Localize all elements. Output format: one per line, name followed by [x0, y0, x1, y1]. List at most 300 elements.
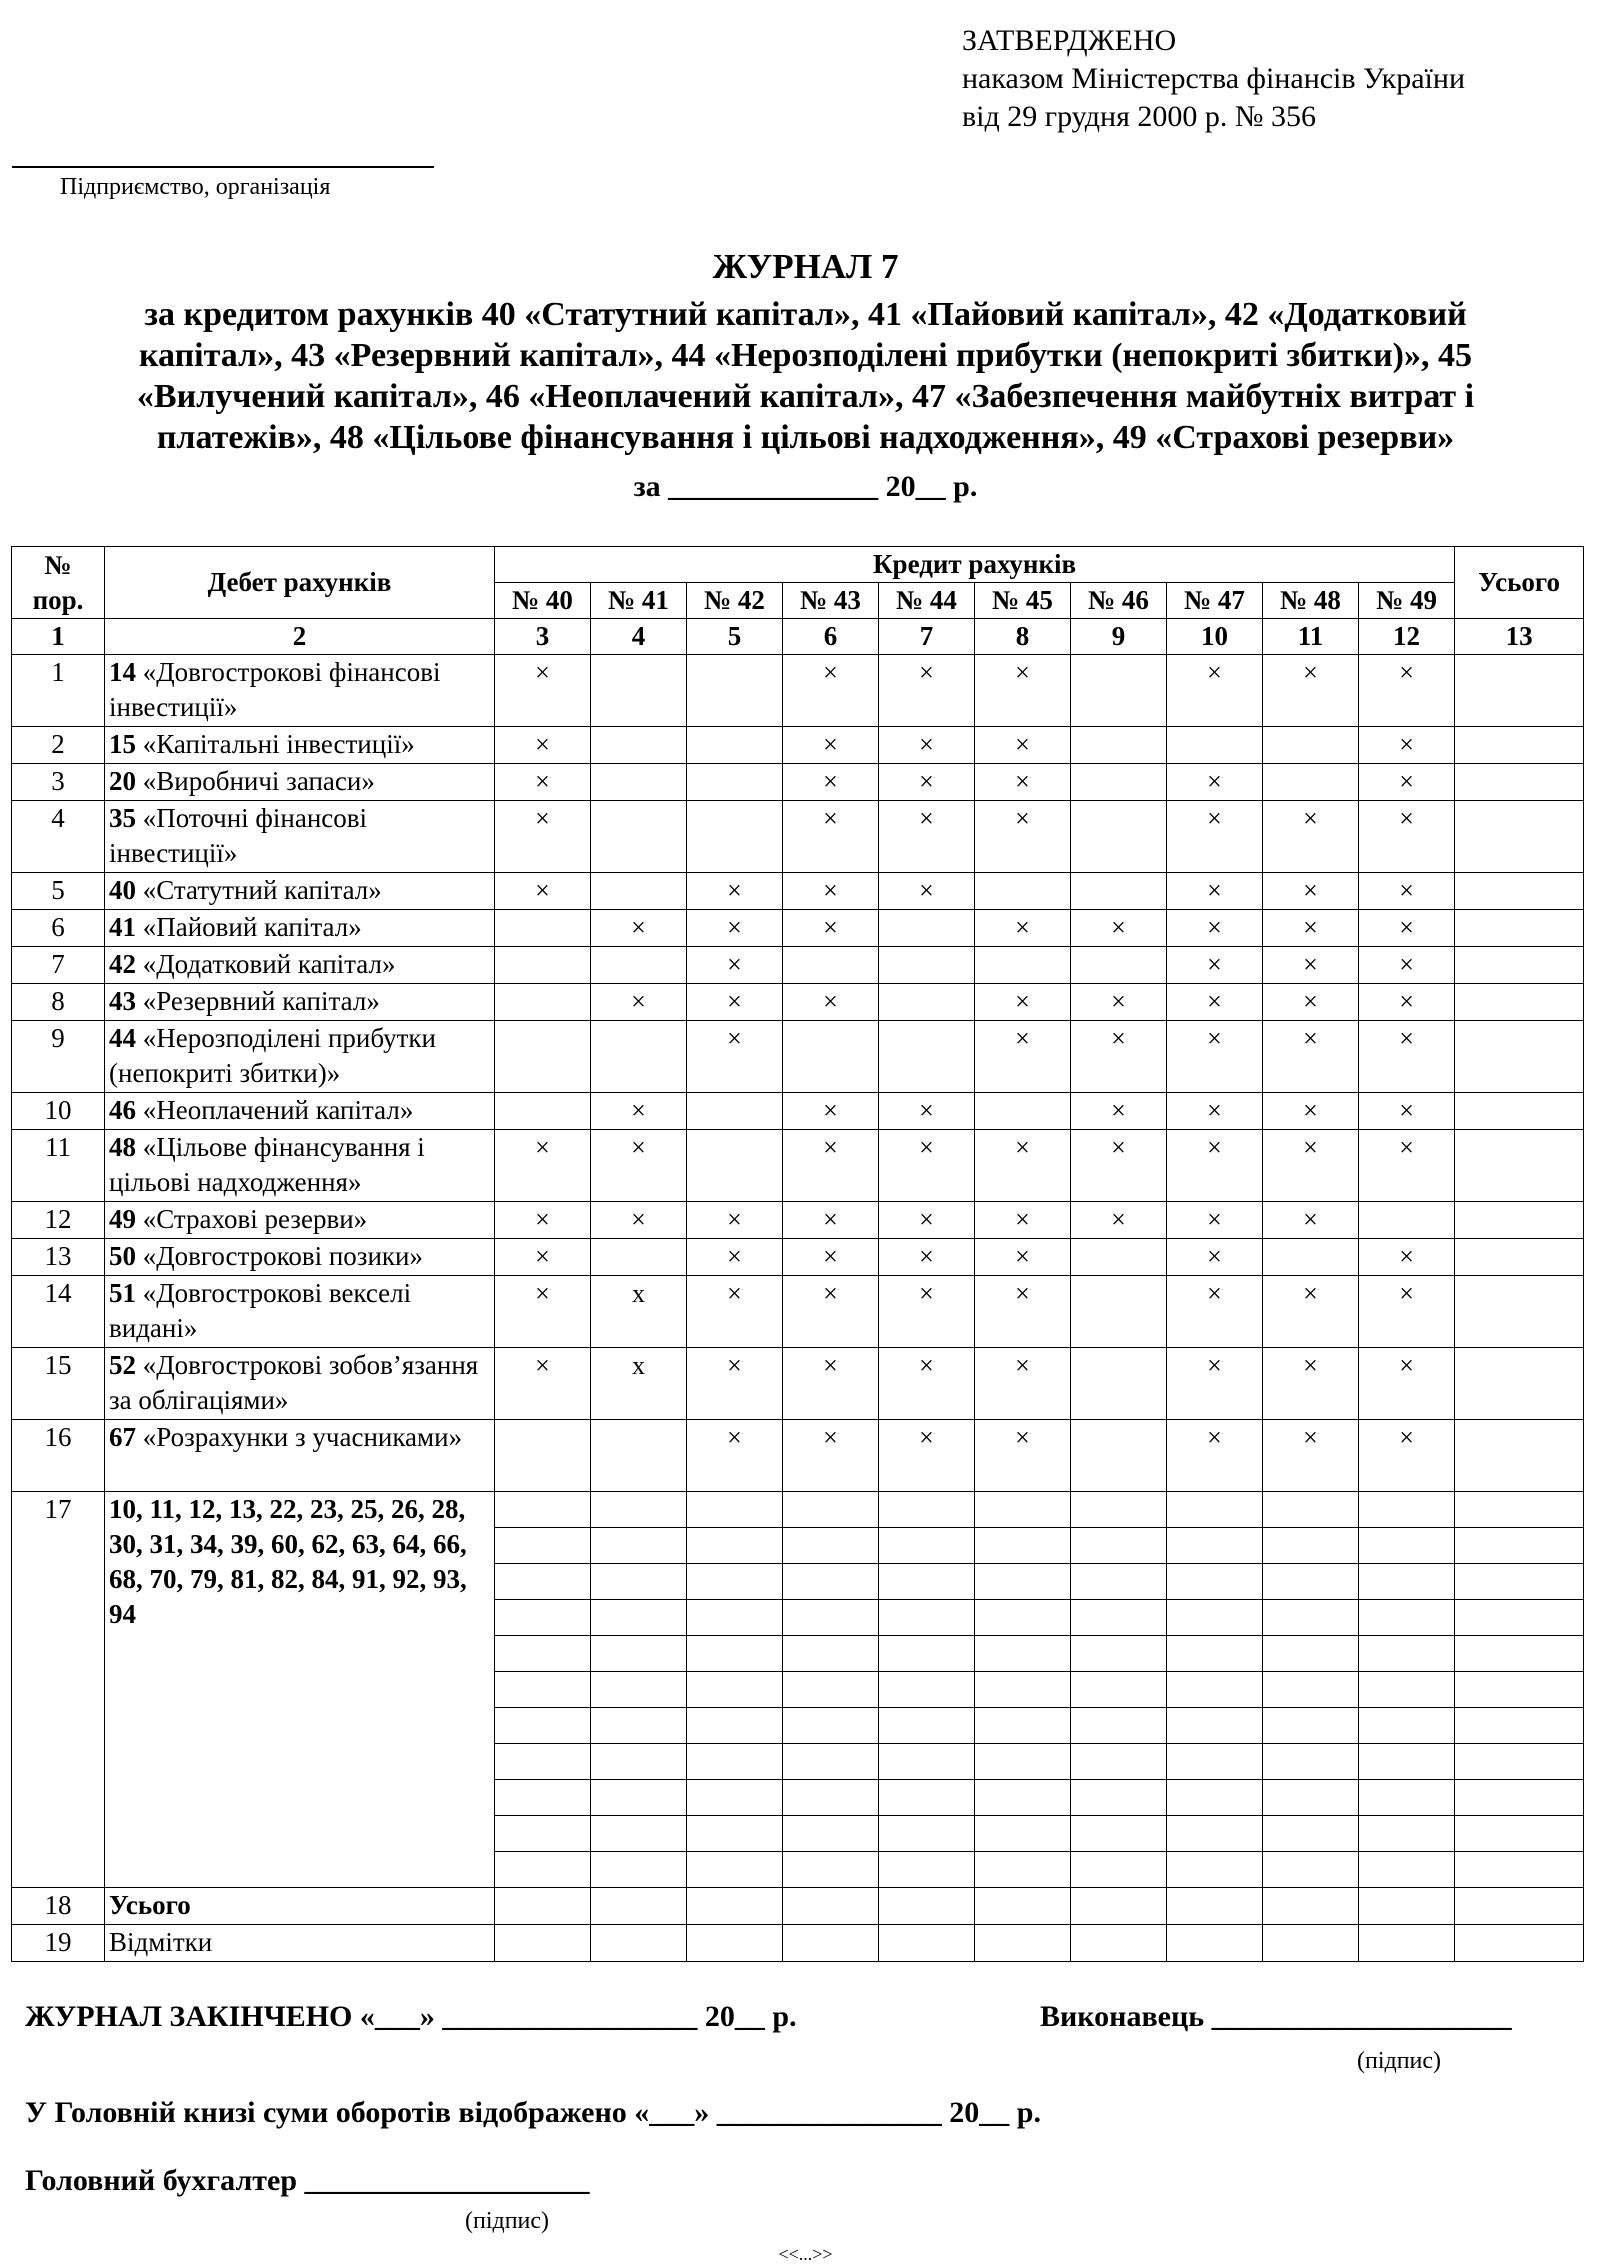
total-cell[interactable] — [1455, 873, 1584, 910]
entry-cell[interactable] — [1455, 1564, 1584, 1600]
approval-stamp — [962, 22, 1465, 136]
entry-cell[interactable] — [783, 1636, 879, 1672]
row-number: 5 — [12, 873, 105, 910]
entry-cell[interactable] — [1071, 1816, 1167, 1852]
entry-cell[interactable] — [879, 947, 975, 984]
entry-cell[interactable] — [975, 1816, 1071, 1852]
not-applicable-mark: × — [1359, 947, 1455, 984]
not-applicable-mark: × — [783, 984, 879, 1021]
entry-cell[interactable] — [687, 1130, 783, 1202]
entry-cell[interactable] — [975, 1672, 1071, 1708]
entry-cell[interactable] — [687, 727, 783, 764]
entry-cell[interactable] — [1359, 1925, 1455, 1962]
not-applicable-mark: × — [975, 655, 1071, 727]
entry-cell[interactable] — [687, 764, 783, 801]
column-number: 3 — [495, 619, 591, 655]
entry-cell[interactable] — [687, 1600, 783, 1636]
row-number: 9 — [12, 1021, 105, 1093]
account-name: «Довгострокові позики» — [142, 1241, 423, 1271]
entry-cell[interactable] — [783, 1600, 879, 1636]
entry-cell[interactable] — [495, 1021, 591, 1093]
entry-cell[interactable] — [1455, 1672, 1584, 1708]
not-applicable-mark: × — [1071, 1130, 1167, 1202]
entry-cell[interactable] — [1071, 1348, 1167, 1420]
not-applicable-mark: × — [783, 1130, 879, 1202]
entry-cell[interactable] — [1455, 1888, 1584, 1925]
entry-cell[interactable] — [1071, 727, 1167, 764]
entry-cell[interactable] — [1071, 1852, 1167, 1888]
total-cell[interactable] — [1455, 801, 1584, 873]
row-number: 18 — [12, 1888, 105, 1925]
entry-cell[interactable] — [1263, 1852, 1359, 1888]
entry-cell[interactable] — [1359, 1708, 1455, 1744]
not-applicable-mark: × — [1071, 1202, 1167, 1239]
not-applicable-mark: × — [591, 1202, 687, 1239]
not-applicable-mark: × — [591, 1130, 687, 1202]
total-cell[interactable] — [1455, 764, 1584, 801]
entry-cell[interactable] — [879, 1528, 975, 1564]
entry-cell[interactable] — [1263, 1672, 1359, 1708]
organization-fill-line[interactable] — [12, 166, 434, 168]
not-applicable-mark: × — [687, 873, 783, 910]
subtitle-line: «Вилучений капітал», 46 «Неоплачений капітал», 47 «Забезпечення майбутніх витрат і — [136, 378, 1475, 415]
header-credit-account: № 49 — [1359, 583, 1455, 619]
entry-cell[interactable] — [1263, 727, 1359, 764]
entry-cell[interactable] — [975, 1925, 1071, 1962]
entry-cell[interactable] — [783, 1672, 879, 1708]
header-debit: Дебет рахунків — [105, 547, 495, 619]
entry-cell[interactable] — [783, 1708, 879, 1744]
entry-cell[interactable] — [975, 1888, 1071, 1925]
entry-cell[interactable] — [783, 1528, 879, 1564]
entry-cell[interactable] — [879, 1925, 975, 1962]
entry-cell[interactable] — [1455, 1492, 1584, 1528]
entry-cell[interactable] — [783, 1492, 879, 1528]
entry-cell[interactable] — [879, 1816, 975, 1852]
entry-cell[interactable] — [879, 1852, 975, 1888]
debit-account — [105, 1276, 495, 1348]
entry-cell[interactable] — [591, 727, 687, 764]
not-applicable-mark: × — [783, 910, 879, 947]
entry-cell[interactable] — [495, 1852, 591, 1888]
entry-cell[interactable] — [1263, 1636, 1359, 1672]
entry-cell[interactable] — [591, 801, 687, 873]
entry-cell[interactable] — [591, 873, 687, 910]
not-applicable-mark: × — [1263, 1420, 1359, 1492]
entry-cell[interactable] — [591, 1021, 687, 1093]
entry-cell[interactable] — [1359, 1780, 1455, 1816]
entry-cell[interactable] — [1167, 1816, 1263, 1852]
entry-cell[interactable] — [591, 1816, 687, 1852]
entry-cell[interactable] — [1071, 1528, 1167, 1564]
entry-cell[interactable] — [687, 1852, 783, 1888]
entry-cell[interactable] — [1263, 1708, 1359, 1744]
entry-cell[interactable] — [975, 1780, 1071, 1816]
entry-cell[interactable] — [783, 1021, 879, 1093]
not-applicable-mark: × — [783, 727, 879, 764]
not-applicable-mark: × — [975, 764, 1071, 801]
notes-row-label — [105, 1925, 495, 1962]
entry-cell[interactable] — [1167, 1925, 1263, 1962]
entry-cell[interactable] — [687, 1492, 783, 1528]
not-applicable-mark: × — [879, 1093, 975, 1130]
entry-cell[interactable] — [1359, 1852, 1455, 1888]
not-applicable-mark: × — [1359, 984, 1455, 1021]
column-number: 13 — [1455, 619, 1584, 655]
not-applicable-mark: × — [1071, 1093, 1167, 1130]
not-applicable-mark: × — [1359, 1130, 1455, 1202]
entry-cell[interactable] — [591, 1852, 687, 1888]
account-code: 49 — [109, 1204, 136, 1234]
entry-cell[interactable] — [687, 1816, 783, 1852]
entry-cell[interactable] — [1263, 1744, 1359, 1780]
entry-cell[interactable] — [1071, 1239, 1167, 1276]
total-cell[interactable] — [1455, 1021, 1584, 1093]
total-cell[interactable] — [1455, 1239, 1584, 1276]
entry-cell[interactable] — [495, 1925, 591, 1962]
total-cell[interactable] — [1455, 984, 1584, 1021]
entry-cell[interactable] — [687, 1528, 783, 1564]
debit-account — [105, 947, 495, 984]
total-cell[interactable] — [1455, 1130, 1584, 1202]
total-cell[interactable] — [1455, 947, 1584, 984]
not-applicable-mark: × — [1359, 1021, 1455, 1093]
total-cell[interactable] — [1455, 1348, 1584, 1420]
entry-cell[interactable] — [1263, 1528, 1359, 1564]
account-code: 14 — [109, 657, 136, 687]
entry-cell[interactable] — [591, 1420, 687, 1492]
entry-cell[interactable] — [975, 1852, 1071, 1888]
row-number: 3 — [12, 764, 105, 801]
entry-cell[interactable] — [1359, 1816, 1455, 1852]
entry-cell[interactable] — [879, 1021, 975, 1093]
entry-cell[interactable] — [591, 1239, 687, 1276]
table-row — [12, 1202, 1584, 1239]
table-row — [12, 655, 1584, 727]
entry-cell[interactable] — [783, 1564, 879, 1600]
not-applicable-mark: × — [975, 1348, 1071, 1420]
entry-cell[interactable] — [1455, 1528, 1584, 1564]
entry-cell[interactable] — [879, 1780, 975, 1816]
not-applicable-mark: × — [1359, 727, 1455, 764]
account-name: «Цільове фінансування і цільові надходження» — [109, 1132, 425, 1197]
entry-cell[interactable] — [1263, 1816, 1359, 1852]
entry-cell[interactable] — [1071, 764, 1167, 801]
entry-cell[interactable] — [1167, 1492, 1263, 1528]
entry-cell[interactable] — [1167, 1888, 1263, 1925]
entry-cell[interactable] — [1263, 1780, 1359, 1816]
entry-cell[interactable] — [591, 1492, 687, 1528]
entry-cell[interactable] — [879, 1492, 975, 1528]
entry-cell[interactable] — [1359, 1202, 1455, 1239]
table-row — [12, 764, 1584, 801]
header-no: № пор. — [12, 547, 105, 619]
account-code: 20 — [109, 766, 136, 796]
entry-cell[interactable] — [975, 1093, 1071, 1130]
entry-cell[interactable] — [1359, 1564, 1455, 1600]
entry-cell[interactable] — [687, 1744, 783, 1780]
entry-cell[interactable] — [879, 1564, 975, 1600]
entry-cell[interactable] — [495, 1600, 591, 1636]
not-applicable-mark: × — [975, 727, 1071, 764]
total-cell[interactable] — [1455, 1420, 1584, 1492]
entry-cell[interactable] — [975, 1528, 1071, 1564]
entry-cell[interactable] — [591, 1672, 687, 1708]
not-applicable-mark: × — [1263, 1093, 1359, 1130]
entry-cell[interactable] — [783, 947, 879, 984]
entry-cell[interactable] — [1071, 873, 1167, 910]
entry-cell[interactable] — [1167, 1780, 1263, 1816]
entry-cell[interactable] — [1455, 1708, 1584, 1744]
entry-cell[interactable] — [1071, 1564, 1167, 1600]
entry-cell[interactable] — [879, 1744, 975, 1780]
not-applicable-mark: × — [1263, 873, 1359, 910]
not-applicable-mark: × — [1167, 1276, 1263, 1348]
account-code: 46 — [109, 1095, 136, 1125]
entry-cell[interactable] — [1455, 1744, 1584, 1780]
entry-cell[interactable] — [1455, 1600, 1584, 1636]
total-cell[interactable] — [1455, 727, 1584, 764]
account-code: 52 — [109, 1350, 136, 1380]
not-applicable-mark: × — [495, 1348, 591, 1420]
entry-cell[interactable] — [1071, 1672, 1167, 1708]
not-applicable-mark: × — [1167, 947, 1263, 984]
not-applicable-mark: × — [591, 910, 687, 947]
entry-cell[interactable] — [975, 1708, 1071, 1744]
entry-cell[interactable] — [879, 1600, 975, 1636]
total-cell[interactable] — [1455, 1276, 1584, 1348]
entry-cell[interactable] — [495, 1564, 591, 1600]
entry-cell[interactable] — [495, 1888, 591, 1925]
entry-cell[interactable] — [1167, 727, 1263, 764]
entry-cell[interactable] — [783, 1852, 879, 1888]
table-row — [12, 1239, 1584, 1276]
entry-cell[interactable] — [591, 1780, 687, 1816]
not-applicable-mark: × — [1263, 1348, 1359, 1420]
entry-cell[interactable] — [591, 947, 687, 984]
not-applicable-mark: × — [1359, 910, 1455, 947]
entry-cell[interactable] — [1263, 1239, 1359, 1276]
entry-cell[interactable] — [879, 984, 975, 1021]
entry-cell[interactable] — [1071, 1276, 1167, 1348]
entry-cell[interactable] — [1167, 1564, 1263, 1600]
entry-cell[interactable] — [1455, 1816, 1584, 1852]
entry-cell[interactable] — [591, 1564, 687, 1600]
entry-cell[interactable] — [1359, 1600, 1455, 1636]
table-row — [12, 1420, 1584, 1492]
entry-cell[interactable] — [879, 1888, 975, 1925]
header-credit-account: № 42 — [687, 583, 783, 619]
not-applicable-mark: × — [1359, 655, 1455, 727]
row-number: 19 — [12, 1925, 105, 1962]
not-applicable-mark: × — [495, 1202, 591, 1239]
entry-cell[interactable] — [495, 1492, 591, 1528]
entry-cell[interactable] — [783, 1780, 879, 1816]
entry-cell[interactable] — [1167, 1672, 1263, 1708]
entry-cell[interactable] — [687, 1780, 783, 1816]
entry-cell[interactable] — [591, 1636, 687, 1672]
debit-account — [105, 873, 495, 910]
not-applicable-mark: × — [687, 1420, 783, 1492]
entry-cell[interactable] — [1263, 1925, 1359, 1962]
entry-cell[interactable] — [1455, 1852, 1584, 1888]
entry-cell[interactable] — [495, 984, 591, 1021]
entry-cell[interactable] — [1167, 1708, 1263, 1744]
not-applicable-mark: x — [591, 1348, 687, 1420]
entry-cell[interactable] — [1167, 1852, 1263, 1888]
entry-cell[interactable] — [879, 1672, 975, 1708]
not-applicable-mark: × — [1167, 984, 1263, 1021]
total-cell[interactable] — [1455, 910, 1584, 947]
not-applicable-mark: × — [495, 727, 591, 764]
entry-cell[interactable] — [687, 1925, 783, 1962]
entry-cell[interactable] — [1359, 1492, 1455, 1528]
account-name: «Розрахунки з учасниками» — [142, 1422, 463, 1452]
not-applicable-mark: × — [1167, 655, 1263, 727]
entry-cell[interactable] — [591, 1600, 687, 1636]
entry-cell[interactable] — [591, 1528, 687, 1564]
entry-cell[interactable] — [1359, 1672, 1455, 1708]
entry-cell[interactable] — [687, 1093, 783, 1130]
not-applicable-mark: × — [879, 1130, 975, 1202]
debit-account — [105, 727, 495, 764]
entry-cell[interactable] — [1263, 1600, 1359, 1636]
entry-cell[interactable] — [1455, 1925, 1584, 1962]
account-code: 35 — [109, 803, 136, 833]
entry-cell[interactable] — [1071, 1492, 1167, 1528]
debit-account — [105, 1093, 495, 1130]
account-code: 44 — [109, 1023, 136, 1053]
entry-cell[interactable] — [687, 1636, 783, 1672]
entry-cell[interactable] — [1167, 1528, 1263, 1564]
entry-cell[interactable] — [1359, 1636, 1455, 1672]
approval-date: від 29 грудня 2000 р. № 356 — [962, 100, 1317, 133]
entry-cell[interactable] — [975, 1636, 1071, 1672]
entry-cell[interactable] — [783, 1744, 879, 1780]
entry-cell[interactable] — [1071, 1600, 1167, 1636]
entry-cell[interactable] — [495, 910, 591, 947]
entry-cell[interactable] — [687, 1888, 783, 1925]
entry-cell[interactable] — [1071, 1888, 1167, 1925]
not-applicable-mark: × — [879, 727, 975, 764]
entry-cell[interactable] — [975, 1744, 1071, 1780]
entry-cell[interactable] — [1071, 1636, 1167, 1672]
entry-cell[interactable] — [783, 1888, 879, 1925]
not-applicable-mark: × — [1359, 1239, 1455, 1276]
entry-cell[interactable] — [687, 801, 783, 873]
entry-cell[interactable] — [1263, 1888, 1359, 1925]
not-applicable-mark: × — [495, 655, 591, 727]
entry-cell[interactable] — [1359, 1744, 1455, 1780]
entry-cell[interactable] — [1071, 1744, 1167, 1780]
entry-cell[interactable] — [1263, 764, 1359, 801]
column-number: 9 — [1071, 619, 1167, 655]
not-applicable-mark: × — [1263, 1202, 1359, 1239]
entry-cell[interactable] — [1071, 1780, 1167, 1816]
row-number: 12 — [12, 1202, 105, 1239]
total-cell[interactable] — [1455, 1093, 1584, 1130]
entry-cell[interactable] — [687, 1708, 783, 1744]
entry-cell[interactable] — [1071, 1420, 1167, 1492]
account-codes-list: 10, 11, 12, 13, 22, 23, 25, 26, 28, 30, 31, 34, 39, 60, 62, 63, 64, 66, 68, 70, 79, 81, 82, 84, 91, 92, 93, 94 — [109, 1494, 467, 1629]
column-number: 12 — [1359, 619, 1455, 655]
not-applicable-mark: × — [1263, 1021, 1359, 1093]
entry-cell[interactable] — [591, 1744, 687, 1780]
entry-cell[interactable] — [1167, 1600, 1263, 1636]
entry-cell[interactable] — [495, 1528, 591, 1564]
not-applicable-mark: × — [975, 1202, 1071, 1239]
debit-account — [105, 1348, 495, 1420]
entry-cell[interactable] — [879, 1708, 975, 1744]
entry-cell[interactable] — [1455, 1780, 1584, 1816]
entry-cell[interactable] — [591, 655, 687, 727]
entry-cell[interactable] — [1263, 1492, 1359, 1528]
entry-cell[interactable] — [591, 1888, 687, 1925]
entry-cell[interactable] — [495, 1636, 591, 1672]
entry-cell[interactable] — [1167, 1744, 1263, 1780]
account-name: «Пайовий капітал» — [142, 912, 362, 942]
entry-cell[interactable] — [1071, 801, 1167, 873]
entry-cell[interactable] — [1167, 1636, 1263, 1672]
entry-cell[interactable] — [687, 1564, 783, 1600]
journal-title: ЖУРНАЛ 7 — [712, 247, 899, 286]
total-cell[interactable] — [1455, 655, 1584, 727]
entry-cell[interactable] — [1455, 1636, 1584, 1672]
entry-cell[interactable] — [495, 1744, 591, 1780]
entry-cell[interactable] — [495, 1780, 591, 1816]
entry-cell[interactable] — [495, 1420, 591, 1492]
entry-cell[interactable] — [495, 1816, 591, 1852]
entry-cell[interactable] — [591, 764, 687, 801]
not-applicable-mark: × — [495, 764, 591, 801]
entry-cell[interactable] — [1263, 1564, 1359, 1600]
entry-cell[interactable] — [975, 1564, 1071, 1600]
total-cell[interactable] — [1455, 1202, 1584, 1239]
row-label: Усього — [109, 1890, 191, 1920]
entry-cell[interactable] — [591, 1708, 687, 1744]
entry-cell[interactable] — [783, 1925, 879, 1962]
entry-cell[interactable] — [495, 1708, 591, 1744]
entry-cell[interactable] — [495, 1093, 591, 1130]
entry-cell[interactable] — [975, 1600, 1071, 1636]
entry-cell[interactable] — [1359, 1888, 1455, 1925]
debit-account — [105, 764, 495, 801]
table-row — [12, 873, 1584, 910]
table-row — [12, 1021, 1584, 1093]
entry-cell[interactable] — [975, 947, 1071, 984]
entry-cell[interactable] — [1071, 1925, 1167, 1962]
entry-cell[interactable] — [1071, 947, 1167, 984]
period-line: за ______________ 20__ р. — [633, 470, 978, 503]
not-applicable-mark: × — [495, 873, 591, 910]
entry-cell[interactable] — [1359, 1528, 1455, 1564]
entry-cell[interactable] — [975, 1492, 1071, 1528]
not-applicable-mark: × — [783, 1276, 879, 1348]
entry-cell[interactable] — [879, 1636, 975, 1672]
entry-cell[interactable] — [591, 1925, 687, 1962]
entry-cell[interactable] — [1071, 655, 1167, 727]
entry-cell[interactable] — [879, 910, 975, 947]
entry-cell[interactable] — [1071, 1708, 1167, 1744]
entry-cell[interactable] — [687, 1672, 783, 1708]
entry-cell[interactable] — [495, 1672, 591, 1708]
entry-cell[interactable] — [687, 655, 783, 727]
entry-cell[interactable] — [783, 1816, 879, 1852]
entry-cell[interactable] — [495, 947, 591, 984]
table-row — [12, 910, 1584, 947]
entry-cell[interactable] — [975, 873, 1071, 910]
row-number: 16 — [12, 1420, 105, 1492]
